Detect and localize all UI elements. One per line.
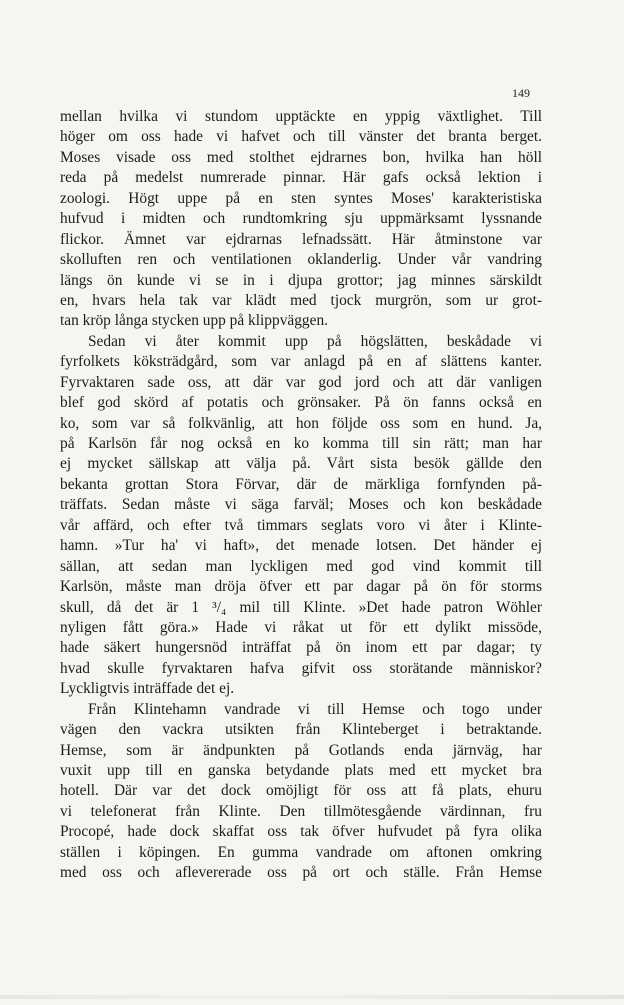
page-number: 149 <box>512 86 530 100</box>
text-line: sällan, att sedan man lyckligen med god vind kommit till <box>60 557 542 575</box>
text-line: med oss och aflevererade oss på ort och ställe. Från Hemse <box>60 864 542 882</box>
text-line: Karlsön, måste man dröja öfver ett par dagar på ön för storms <box>60 578 542 596</box>
text-line: Sedan vi åter kommit upp på högslätten, beskådade vi <box>88 332 542 350</box>
text-line: skolluften ren och ventilationen oklanderlig. Under vår vandring <box>60 251 542 269</box>
text-line: skull, då det är 1 ³/₄ mil till Klinte. »Det hade patron Wöhler <box>60 598 542 616</box>
text-line: Moses visade oss med stolthet ejdrarnes bon, hvilka han höll <box>60 148 542 166</box>
text-line: ej mycket sällskap att välja på. Vårt sista besök gällde den <box>60 455 542 473</box>
text-line: blef god skörd af potatis och grönsaker. På ön fanns också en <box>60 394 542 412</box>
text-line: ko, som var så folkvänlig, att hon följde oss som en hund. Ja, <box>60 414 542 432</box>
text-line: reda på medelst numrerade pinnar. Här gafs också lektion i <box>60 169 542 187</box>
text-line: hvad skulle fyrvaktaren hafva gifvit oss storätande människor? <box>60 659 542 677</box>
text-line: hade säkert hungersnöd inträffat på ön inom ett par dagar; ty <box>60 639 542 657</box>
text-line: Fyrvaktaren sade oss, att där var god jord och att där vanligen <box>60 373 542 391</box>
text-line: längs ön kunde vi se in i djupa grottor; jag minnes särskildt <box>60 271 542 289</box>
text-line: mellan hvilka vi stundom upptäckte en yppig växtlighet. Till <box>60 108 542 125</box>
text-line: flickor. Ämnet var ejdrarnas lefnadssätt. Här åtminstone var <box>60 230 542 248</box>
text-line: ställen i köpingen. En gumma vandrade om aftonen omkring <box>60 843 542 861</box>
text-line: träffats. Sedan måste vi säga farväl; Moses och kon beskådade <box>60 496 542 514</box>
text-line: hamn. »Tur ha' vi haft», det menade lotsen. Det händer ej <box>60 537 542 555</box>
text-line: Från Klintehamn vandrade vi till Hemse och togo under <box>88 700 542 718</box>
text-line: nyligen fått göra.» Hade vi råkat ut för ett dylikt missöde, <box>60 618 542 636</box>
text-line: hufvud i midten och rundtomkring sju uppmärksamt lyssnande <box>60 210 542 228</box>
text-line: vår affärd, och efter två timmars seglats voro vi åter i Klinte- <box>60 516 542 534</box>
text-line: tan kröp långa stycken upp på klippväggen. <box>60 312 328 330</box>
text-line: vuxit upp till en ganska betydande plats med ett mycket bra <box>60 762 542 779</box>
body-text <box>60 107 542 884</box>
text-line: vi telefonerat från Klinte. Den tillmötesgående värdinnan, fru <box>60 802 542 820</box>
text-line: Hemse, som är ändpunkten på Gotlands enda järnväg, har <box>60 741 542 759</box>
text-line: zoologi. Högt uppe på en sten syntes Moses' karakteristiska <box>60 189 542 207</box>
text-line: på Karlsön får nog också en ko komma till sin rätt; man har <box>60 435 542 452</box>
page-edge-shadow <box>0 995 624 999</box>
text-line: fyrfolkets köksträdgård, som var anlagd på en af slättens kanter. <box>60 353 542 371</box>
text-line: Lyckligtvis inträffade det ej. <box>60 680 235 698</box>
text-line: hotell. Där var det dock omöjligt för oss att få plats, ehuru <box>60 782 542 800</box>
text-line: bekanta grottan Stora Förvar, där de märkliga fornfynden på- <box>60 475 542 493</box>
text-line: Procopé, hade dock skaffat oss tak öfver hufvudet på fyra olika <box>60 823 542 841</box>
text-line: vägen den vackra utsikten från Klinteberget i betraktande. <box>60 721 542 739</box>
text-line: höger om oss hade vi hafvet och till vänster det branta berget. <box>60 128 542 146</box>
text-line: en, hvars hela tak var klädt med tjock murgrön, som ur grot- <box>60 291 542 309</box>
